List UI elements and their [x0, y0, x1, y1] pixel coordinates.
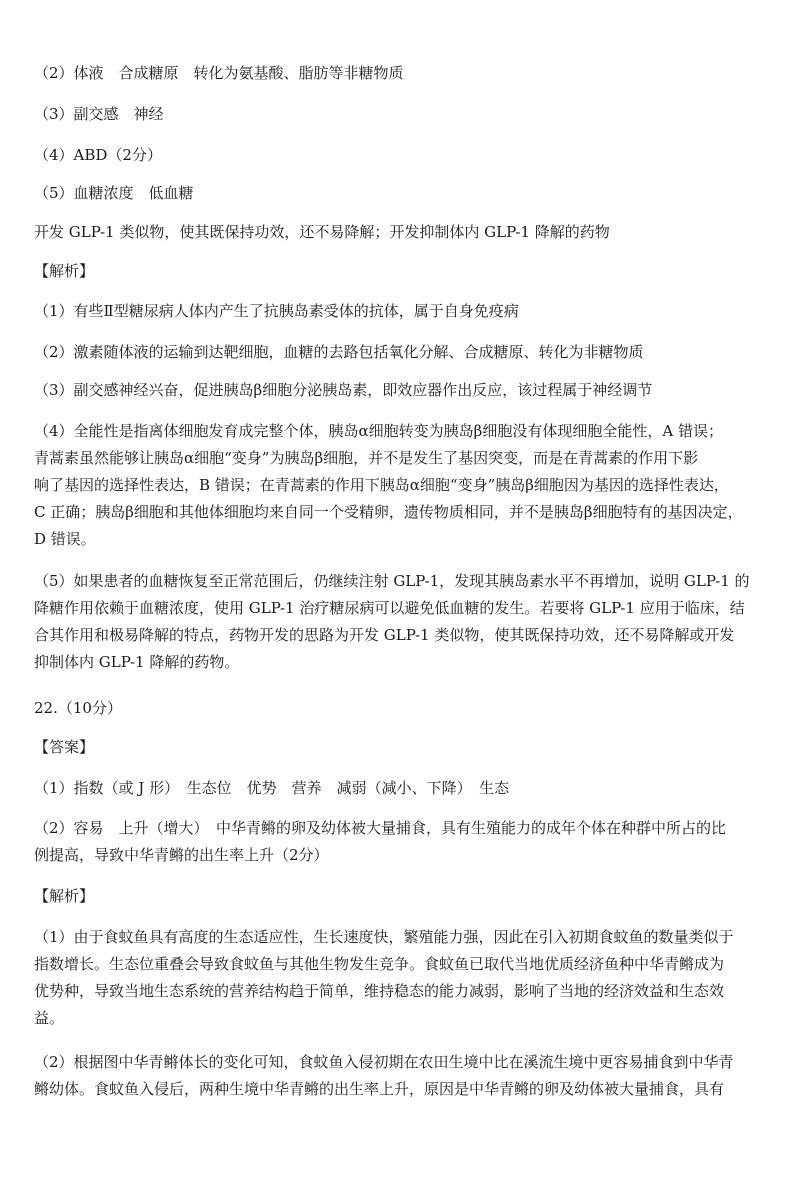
analysis-paragraph-4-line: 响了基因的选择性表达，B 错误；在青蒿素的作用下胰岛α细胞“变身”胰岛β细胞因为基因的选择性表达，	[34, 476, 729, 494]
question-22-answer-1: （1）指数（或 J 形） 生态位 优势 营养 减弱（减小、下降） 生态	[34, 779, 510, 797]
analysis-paragraph-5-line: 合其作用和极易降解的特点，药物开发的思路为开发 GLP-1 类似物，使其既保持功效，还不易降解或开发	[34, 626, 735, 644]
analysis-paragraph-4-line: 青蒿素虽然能够让胰岛α细胞“变身”为胰岛β细胞，并不是发生了基因突变，而是在青蒿素的作用下影	[34, 449, 699, 467]
answer-5: （5）血糖浓度 低血糖	[34, 184, 194, 202]
analysis-paragraph-5-line: （5）如果患者的血糖恢复至正常范围后，仍继续注射 GLP-1，发现其胰岛素水平不再增加，说明 GLP-1 的	[34, 572, 750, 590]
answer-3: （3）副交感 神经	[34, 105, 164, 123]
analysis-paragraph-4-line: （4）全能性是指离体细胞发育成完整个体，胰岛α细胞转变为胰岛β细胞没有体现细胞全能性，A 错误；	[34, 422, 723, 440]
answer-5-extra: 开发 GLP-1 类似物，使其既保持功效，还不易降解；开发抑制体内 GLP-1 降解的药物	[34, 223, 610, 241]
question-22-analysis-paragraph-1-line: 益。	[34, 1009, 65, 1027]
question-22-analysis-paragraph-1-line: 优势种，导致当地生态系统的营养结构趋于简单，维持稳态的能力减弱，影响了当地的经济效益和生态效	[34, 982, 725, 1000]
analysis-paragraph-4-line: C 正确；胰岛β细胞和其他体细胞均来自同一个受精卵，遗传物质相同，并不是胰岛β细胞特有的基因决定，	[34, 503, 743, 521]
analysis-paragraph-5-line: 降糖作用依赖于血糖浓度，使用 GLP-1 治疗糖尿病可以避免低血糖的发生。若要将 GLP-1 应用于临床，结	[34, 599, 745, 617]
analysis-paragraph-4	[34, 418, 770, 553]
question-22-analysis-paragraph-1-line: 指数增长。生态位重叠会导致食蚊鱼与其他生物发生竞争。食蚊鱼已取代当地优质经济鱼种中华青鳉成为	[34, 955, 725, 973]
question-22-title: 22.（10分）	[34, 699, 122, 717]
analysis-paragraph-1: （1）有些Ⅱ型糖尿病人体内产生了抗胰岛素受体的抗体，属于自身免疫病	[34, 302, 519, 320]
question-22-answer-heading: 【答案】	[34, 738, 95, 756]
question-22-analysis-paragraph-2	[34, 1049, 770, 1103]
analysis-paragraph-5-line: 抑制体内 GLP-1 降解的药物。	[34, 653, 240, 671]
question-22-analysis-paragraph-1-line: （1）由于食蚊鱼具有高度的生态适应性，生长速度快，繁殖能力强，因此在引入初期食蚊鱼的数量类似于	[34, 928, 734, 946]
answer-4: （4）ABD（2分）	[34, 146, 162, 164]
analysis-paragraph-3: （3）副交感神经兴奋，促进胰岛β细胞分泌胰岛素，即效应器作出反应，该过程属于神经调节	[34, 381, 653, 399]
question-22-answer-2-line: （2）容易 上升（增大） 中华青鳉的卵及幼体被大量捕食，具有生殖能力的成年个体在种群中所占的比	[34, 819, 727, 837]
question-22-analysis-paragraph-2-line: 鳉幼体。食蚊鱼入侵后，两种生境中华青鳉的出生率上升，原因是中华青鳉的卵及幼体被大量捕食，具有	[34, 1080, 725, 1098]
answer-2: （2）体液 合成糖原 转化为氨基酸、脂肪等非糖物质	[34, 64, 404, 82]
analysis-paragraph-2: （2）激素随体液的运输到达靶细胞，血糖的去路包括氧化分解、合成糖原、转化为非糖物质	[34, 343, 644, 361]
analysis-paragraph-4-line: D 错误。	[34, 530, 96, 548]
question-22-analysis-paragraph-1	[34, 924, 770, 1032]
question-22-analysis-paragraph-2-line: （2）根据图中华青鳉体长的变化可知，食蚊鱼入侵初期在农田生境中比在溪流生境中更容易捕食到中华青	[34, 1053, 734, 1071]
analysis-paragraph-5	[34, 568, 770, 676]
analysis-heading: 【解析】	[34, 262, 95, 280]
question-22-answer-2-line: 例提高，导致中华青鳉的出生率上升（2分）	[34, 846, 329, 864]
question-22-answer-2	[34, 815, 770, 869]
question-22-analysis-heading: 【解析】	[34, 887, 95, 905]
